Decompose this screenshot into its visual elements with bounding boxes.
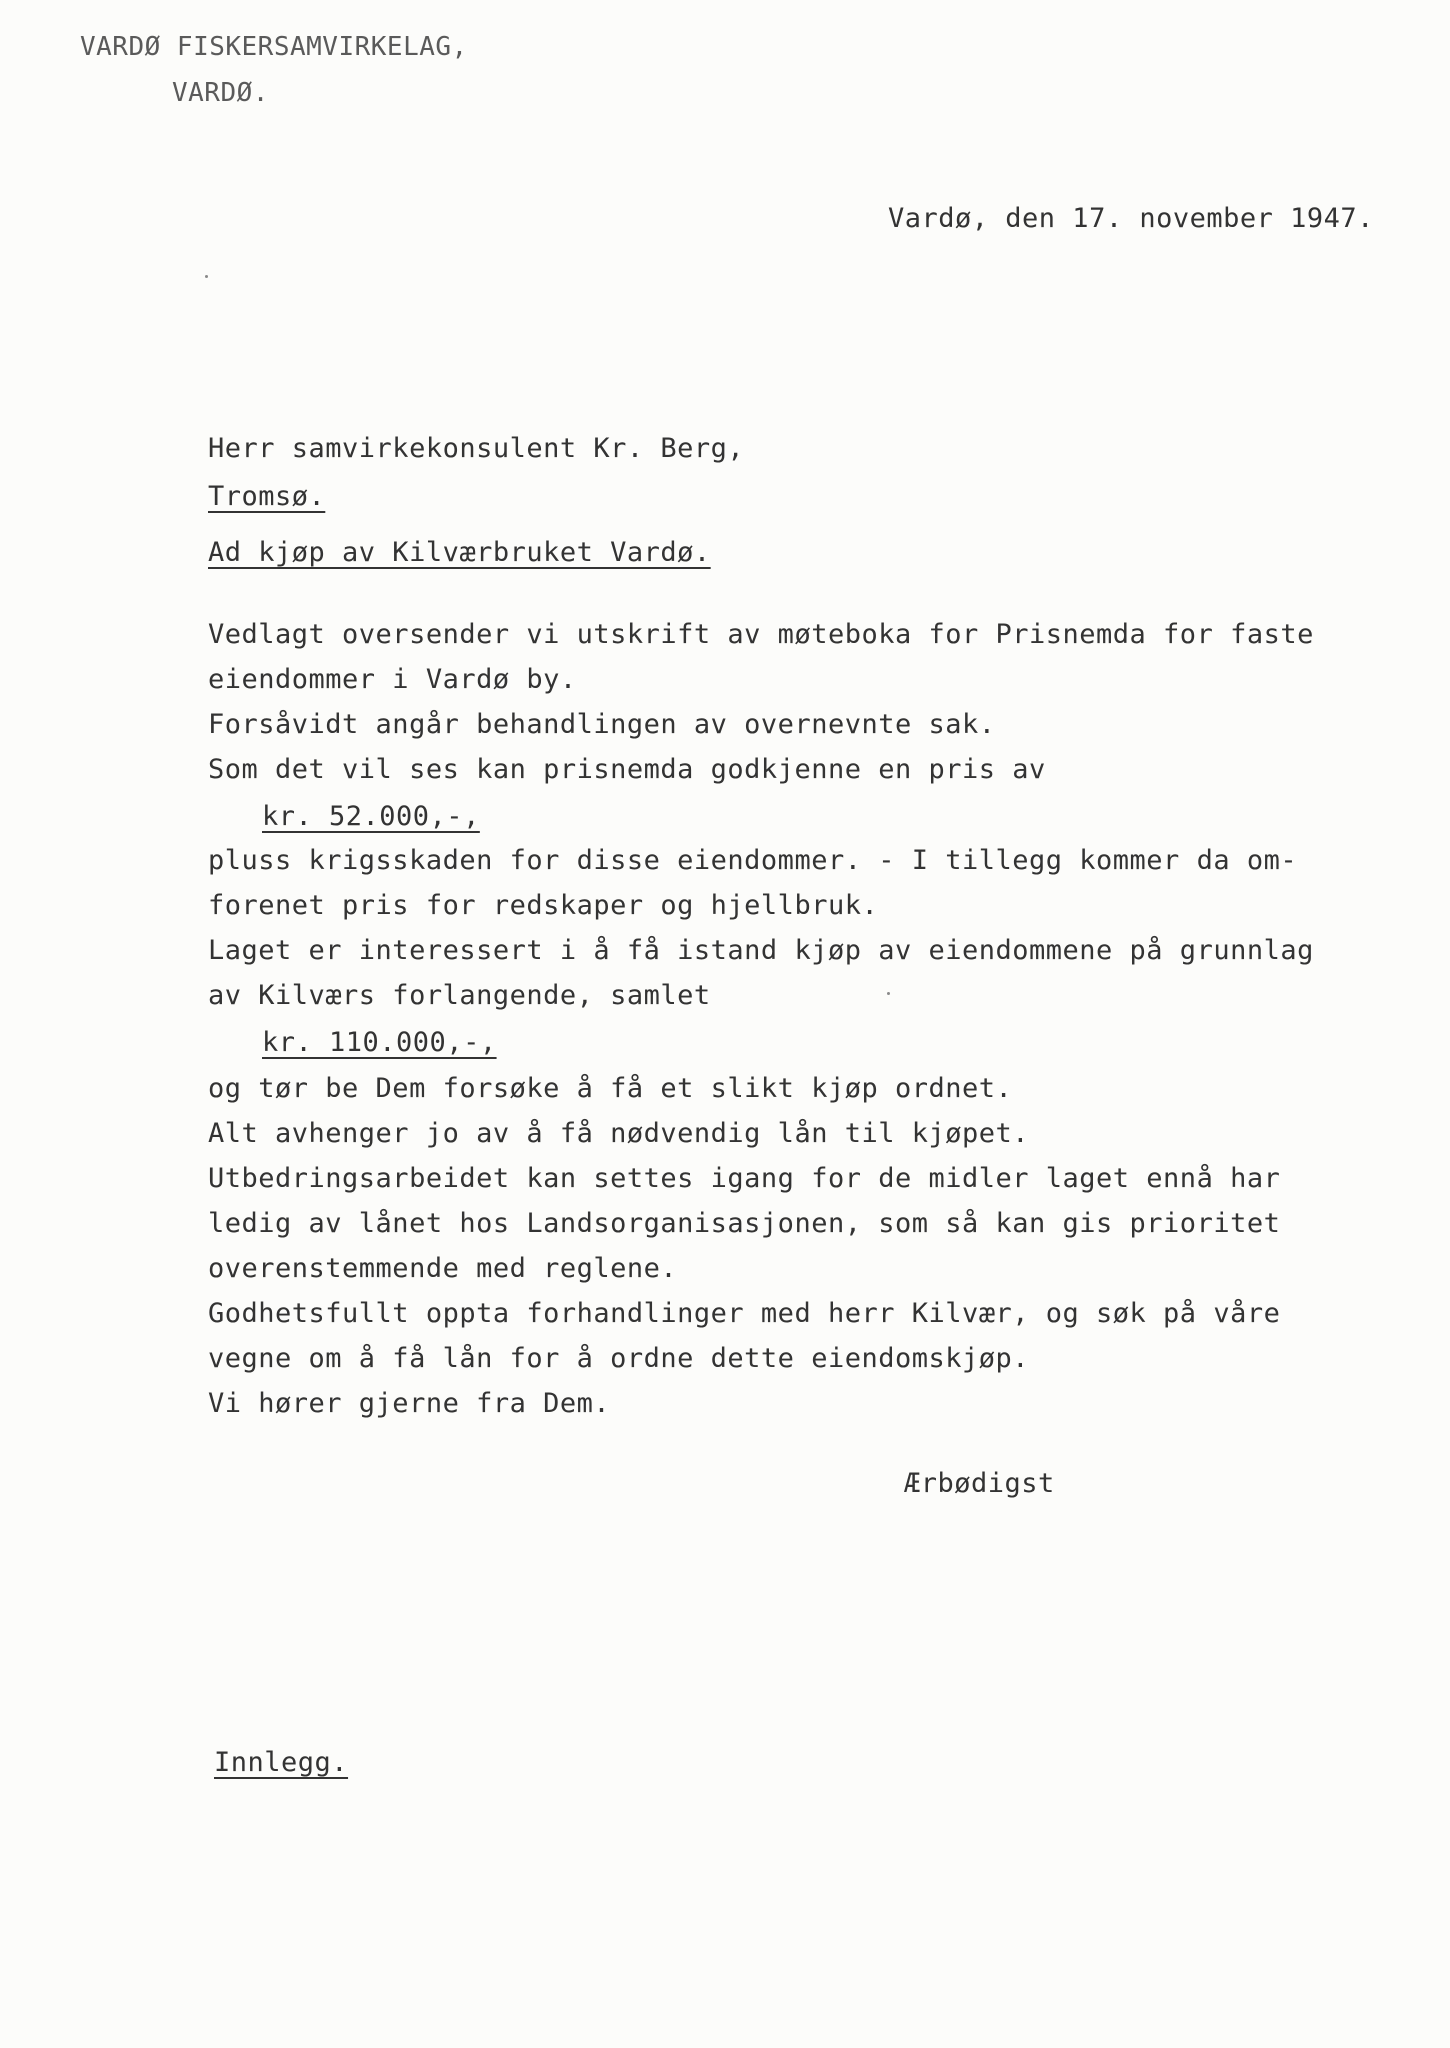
body-line: Vedlagt oversender vi utskrift av møteboka for Prisnemda for faste — [208, 619, 1314, 650]
paper-speck — [205, 275, 208, 278]
letter-subject: Ad kjøp av Kilværbruket Vardø. — [208, 537, 711, 568]
total-amount: kr. 110.000,-, — [262, 1027, 497, 1058]
body-line: overenstemmende med reglene. — [208, 1253, 678, 1284]
closing: Ærbødigst — [904, 1468, 1055, 1499]
body-line: eiendommer i Vardø by. — [208, 664, 577, 695]
body-line: Alt avhenger jo av å få nødvendig lån til kjøpet. — [208, 1118, 1030, 1149]
body-line: forenet pris for redskaper og hjellbruk. — [208, 890, 879, 921]
recipient-name: Herr samvirkekonsulent Kr. Berg, — [208, 433, 745, 464]
body-line: Utbedringsarbeidet kan settes igang for de midler laget ennå har — [208, 1163, 1281, 1194]
price-amount: kr. 52.000,-, — [262, 801, 480, 832]
body-line: og tør be Dem forsøke å få et slikt kjøp ordnet. — [208, 1073, 1013, 1104]
body-line: av Kilværs forlangende, samlet — [208, 980, 711, 1011]
paper-speck — [887, 992, 890, 995]
body-line: pluss krigsskaden for disse eiendommer. - I tillegg kommer da om- — [208, 845, 1298, 876]
letter-date: Vardø, den 17. november 1947. — [888, 203, 1374, 234]
body-line: ledig av lånet hos Landsorganisasjonen, som så kan gis prioritet — [208, 1208, 1281, 1239]
recipient-place: Tromsø. — [208, 481, 326, 512]
body-line: Godhetsfullt oppta forhandlinger med herr Kilvær, og søk på våre — [208, 1298, 1281, 1329]
body-line: Vi hører gjerne fra Dem. — [208, 1388, 611, 1419]
body-line: Forsåvidt angår behandlingen av overnevnte sak. — [208, 709, 996, 740]
body-line: Som det vil ses kan prisnemda godkjenne en pris av — [208, 754, 1046, 785]
body-line: Laget er interessert i å få istand kjøp av eiendommene på grunnlag — [208, 935, 1314, 966]
enclosure-note: Innlegg. — [214, 1747, 349, 1778]
sender-name: VARDØ FISKERSAMVIRKELAG, — [80, 32, 468, 62]
sender-city: VARDØ. — [172, 78, 269, 108]
body-line: vegne om å få lån for å ordne dette eiendomskjøp. — [208, 1343, 1030, 1374]
